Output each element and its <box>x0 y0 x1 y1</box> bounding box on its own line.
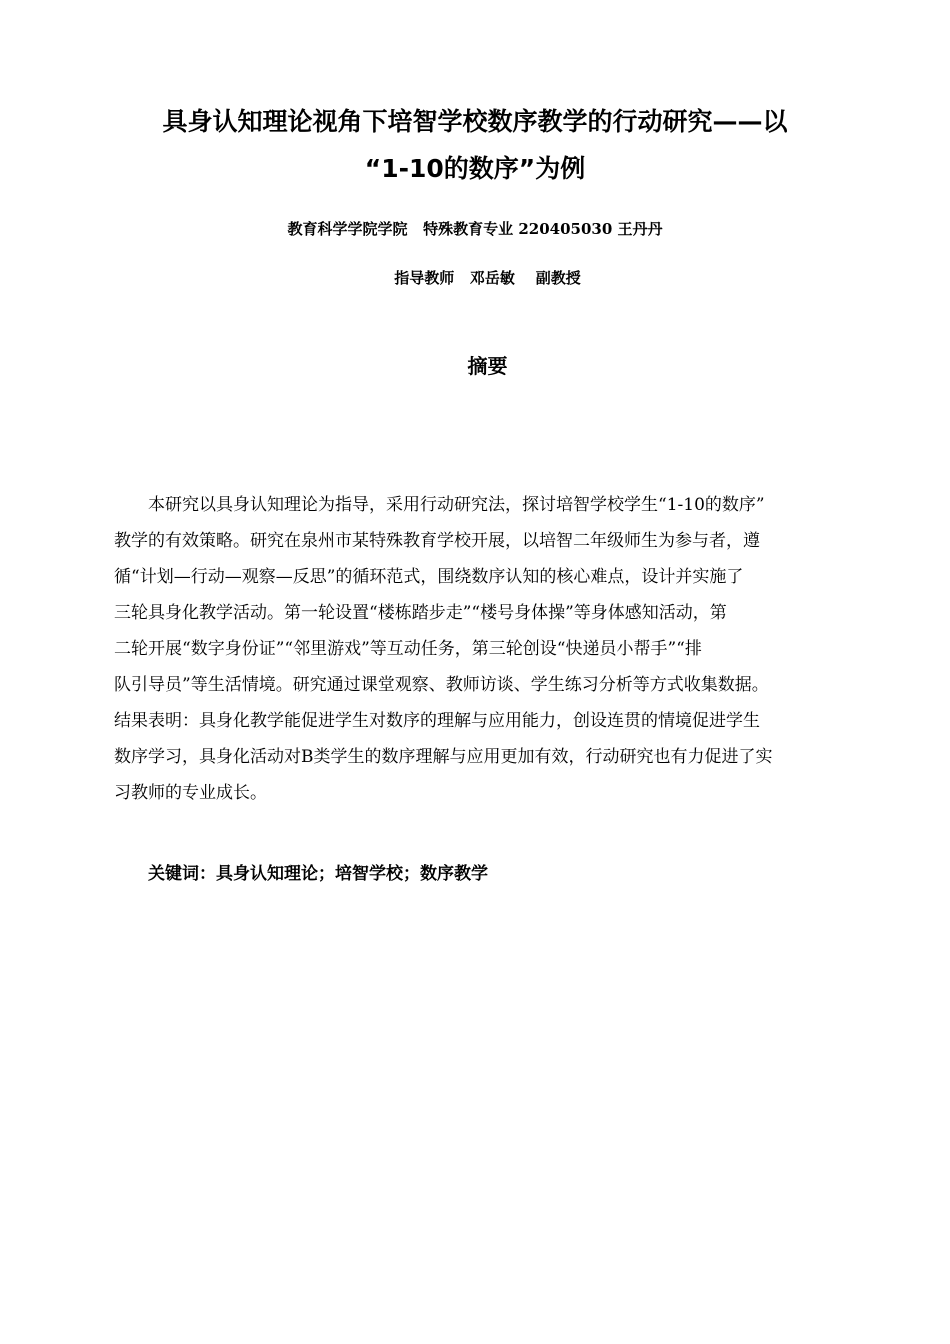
paper-title <box>100 98 850 192</box>
abstract-line: 循“计划—行动—观察—反思”的循环范式，围绕数序认知的核心难点，设计并实施了 <box>114 567 744 587</box>
advisor-info <box>100 265 875 291</box>
abstract-line: 队引导员”等生活情境。研究通过课堂观察、教师访谈、学生练习分析等方式收集数据。 <box>114 675 769 695</box>
abstract-line: 教学的有效策略。研究在泉州市某特殊教育学校开展，以培智二年级师生为参与者，遵 <box>114 531 760 551</box>
author-info <box>100 216 850 242</box>
abstract-line: 三轮具身化教学活动。第一轮设置“楼栋踏步走”“楼号身体操”等身体感知活动，第 <box>114 603 727 623</box>
abstract-line: 二轮开展“数字身份证”“邻里游戏”等互动任务，第三轮创设“快递员小帮手”“排 <box>114 639 702 659</box>
author-student-id: 220405030 <box>518 220 613 238</box>
abstract-line: 习教师的专业成长。 <box>114 783 267 803</box>
author-name: 王丹丹 <box>617 220 663 238</box>
paper-title-line-1: 具身认知理论视角下培智学校数序教学的行动研究——以 <box>162 107 788 136</box>
advisor-label: 指导教师 <box>394 269 455 287</box>
author-major: 特殊教育专业 <box>423 220 514 238</box>
keywords: 关键词：具身认知理论；培智学校；数序教学 <box>148 864 488 884</box>
paper-title-line-2: “1-10的数序”为例 <box>364 154 586 183</box>
advisor-name: 邓岳敏 <box>469 269 515 287</box>
abstract-line: 结果表明：具身化教学能促进学生对数序的理解与应用能力，创设连贯的情境促进学生 <box>114 711 760 731</box>
abstract-heading: 摘要 <box>467 354 508 378</box>
author-college: 教育科学学院学院 <box>287 220 408 238</box>
abstract-line: 数序学习，具身化活动对B类学生的数序理解与应用更加有效，行动研究也有力促进了实 <box>114 747 773 767</box>
abstract-body <box>114 487 860 811</box>
advisor-rank: 副教授 <box>535 269 581 287</box>
abstract-line: 本研究以具身认知理论为指导，采用行动研究法，探讨培智学校学生“1-10的数序” <box>148 495 765 515</box>
